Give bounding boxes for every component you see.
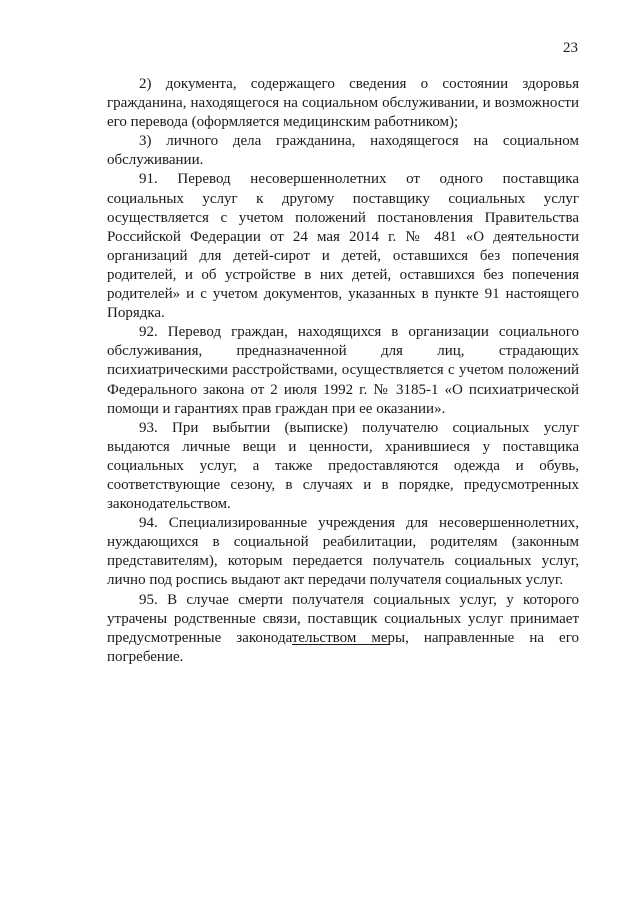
end-divider-line bbox=[292, 644, 389, 645]
paragraph-91: 91. Перевод несовершеннолетних от одного поставщика социальных услуг к другому поставщику социальных услуг осуществляется с учетом положений постановления Правительства Российской Федерации от 24 мая 2014 г. № 481 «О деятельности организаций для детей-сирот и детей, оставшихся без попечения родителей, и об устройстве в них детей, оставшихся без попечения родителей» и с учетом документов, указанных в пункте 91 настоящего Порядка. bbox=[107, 171, 579, 322]
paragraph-93: 93. При выбытии (выписке) получателю социальных услуг выдаются личные вещи и ценности, хранившиеся у поставщика социальных услуг, а также предоставляются одежда и обувь, соответствующие сезону, в случаях и в порядке, предусмотренных законодательством. bbox=[107, 419, 579, 513]
paragraph-95: 95. В случае смерти получателя социальных услуг, у которого утрачены родственные связи, поставщик социальных услуг принимает предусмотренные законодательством меры, направленные на его погребение. bbox=[107, 591, 579, 665]
paragraph-item-3: 3) личного дела гражданина, находящегося на социальном обслуживании. bbox=[107, 133, 579, 169]
document-body bbox=[107, 75, 579, 667]
paragraph-94: 94. Специализированные учреждения для несовершеннолетних, нуждающихся в социальной реабилитации, родителям (законным представителям), которым передается получатель социальных услуг, лично под роспись выдают акт передачи получателя социальных услуг. bbox=[107, 515, 579, 589]
paragraph-92: 92. Перевод граждан, находящихся в организации социального обслуживания, предназначенной для лиц, страдающих психиатрическими расстройствами, осуществляется с учетом положений Федерального закона от 2 июля 1992 г. № 3185-1 «О психиатрической помощи и гарантиях прав граждан при ее оказании». bbox=[107, 324, 579, 417]
paragraph-item-2: 2) документа, содержащего сведения о состоянии здоровья гражданина, находящегося на социальном обслуживании, и возможности его перевода (оформляется медицинским работником); bbox=[107, 76, 579, 131]
page-number: 23 bbox=[563, 40, 578, 56]
